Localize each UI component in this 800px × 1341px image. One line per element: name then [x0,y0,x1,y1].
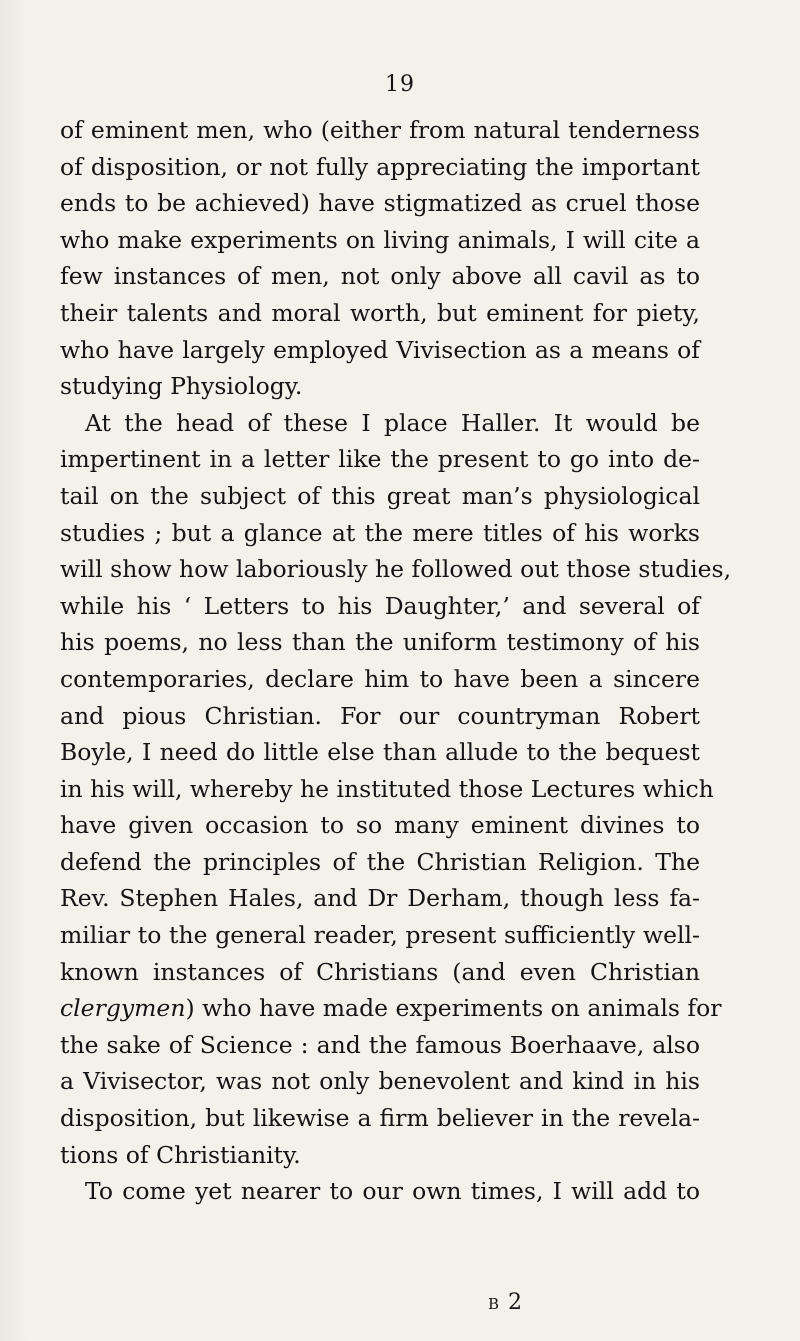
text-line: miliar to the general reader, present sufficiently well- [60,921,700,950]
text-line: tail on the subject of this great man’s physiological [60,481,700,510]
text-line [60,990,722,1027]
text-line: tions of Christianity. [60,1140,301,1169]
text-line: have given occasion to so many eminent divines to [60,811,700,840]
text-line: At the head of these I place Haller. It would be [85,408,700,437]
text-line: defend the principles of the Christian Religion. The [60,847,700,876]
text-line: Rev. Stephen Hales, and Dr Derham, though less fa- [60,884,700,913]
text-line: while his ‘ Letters to his Daughter,’ and several of [60,591,700,620]
signature-number: 2 [508,1290,524,1315]
text-line: of eminent men, who (either from natural tenderness [60,116,700,144]
page-number: 19 [385,72,415,97]
text-line: who make experiments on living animals, I will cite a [60,225,700,254]
text-line: and pious Christian. For our countryman Robert [60,701,700,730]
text-line: studying Physiology. [60,372,303,401]
italic-word: clergymen [60,994,186,1023]
body-text [60,112,732,1210]
text-line: their talents and moral worth, but eminent for piety, [60,298,700,327]
text-line-rest: ) who have made experiments on animals for [185,994,722,1023]
text-line: ends to be achieved) have stigmatized as cruel those [60,189,700,218]
text-line: disposition, but likewise a firm believer in the revela- [60,1104,700,1133]
text-line: contemporaries, declare him to have been a sincere [60,664,700,693]
text-line: known instances of Christians (and even Christian [60,957,700,986]
text-line: Boyle, I need do little else than allude to the bequest [60,738,700,767]
signature-letter: B [488,1295,501,1313]
signature-mark [488,1290,523,1315]
text-line: in his will, whereby he instituted those Lectures which [60,774,714,803]
text-line: impertinent in a letter like the present to go into de- [60,445,700,474]
text-line: his poems, no less than the uniform testimony of his [60,628,700,657]
text-line: the sake of Science : and the famous Boerhaave, also [60,1030,700,1059]
text-line: a Vivisector, was not only benevolent and kind in his [60,1067,700,1096]
text-line: studies ; but a glance at the mere titles of his works [60,518,700,547]
text-line: who have largely employed Vivisection as a means of [60,335,700,364]
text-line: few instances of men, not only above all cavil as to [60,262,700,291]
text-line: of disposition, or not fully appreciating the important [60,152,700,181]
text-line: To come yet nearer to our own times, I will add to [85,1177,700,1206]
text-line: will show how laboriously he followed out those studies, [60,555,732,584]
